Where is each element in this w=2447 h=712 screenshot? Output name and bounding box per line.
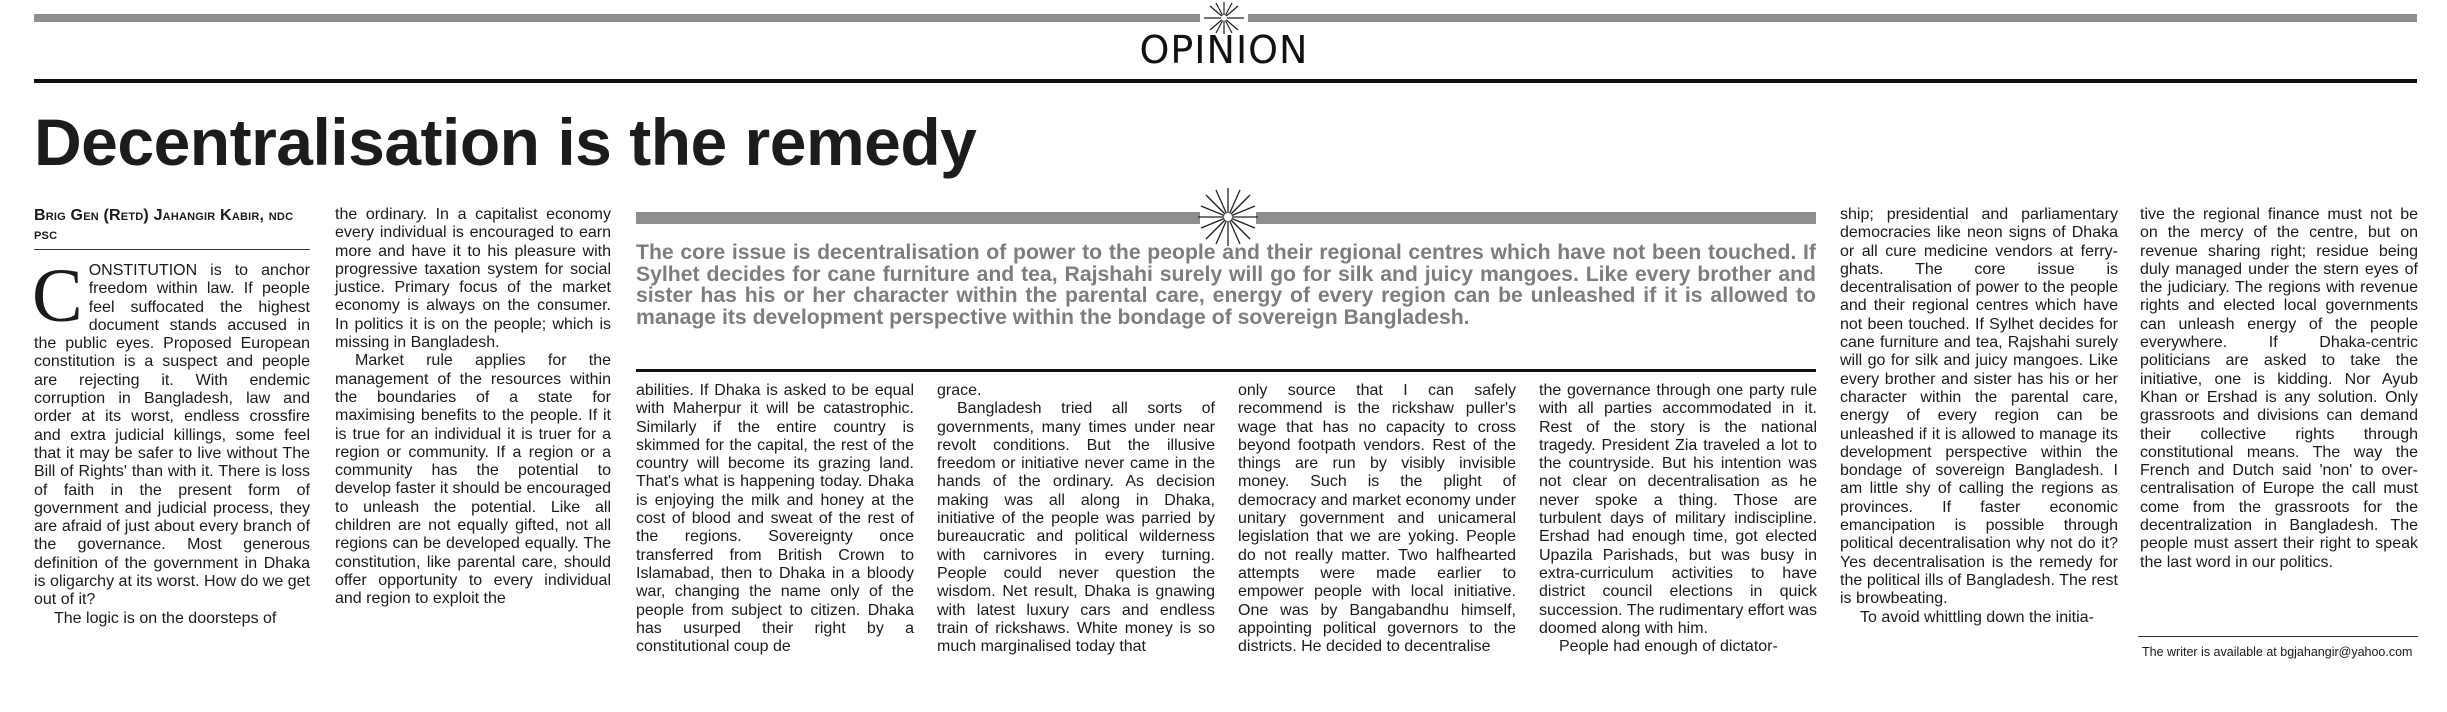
article-column-2 — [335, 206, 611, 609]
pull-quote: The core issue is decentralisation of power to the people and their regional centres which have not been touched. If Sylhet decides for cane furniture and tea, Rajshahi surely will go for silk and juicy mangoes. Like every brother and sister has his or her character within the parental care, energy of every region can be unleashed if it is allowed to manage its development perspective within the bondage of sovereign Bangladesh. — [636, 241, 1816, 329]
article-paragraph: Bangladesh tried all sorts of governments, many times under near revolt conditions. But the illusive freedom or initiative never came in the hands of the ordinary. As decision making was all along in Dhaka, initiative of the people was parried by bureaucratic and political wilderness with carnivores in every turning. People could never question the wisdom. Net result, Dhaka is gnawing with latest luxury cars and endless train of rickshaws. White money is so much marginalised today that — [937, 400, 1215, 656]
pull-quote-bottom-rule — [636, 369, 1816, 372]
article-paragraph: ship; presidential and parliamentary democracies like neon signs of Dhaka or all cure medicine vendors at ferry-ghats. The core issue is decentralisation of power to the people and their regional centres which have not been touched. If Sylhet decides for cane furniture and tea, Rajshahi surely will go for silk and juicy mangoes. Like every brother and sister has his or her character within the parental care, energy of every region can be unleashed if it is allowed to manage its development perspective within the bondage of sovereign Bangladesh. I am little shy of calling the regions as provinces. If faster economic emancipation is possible through political decentralisation why not do it? Yes decentralisation is the remedy for the political ills of Bangladesh. The rest is browbeating. — [1840, 206, 2118, 608]
article-paragraph: abilities. If Dhaka is asked to be equal with Maherpur it will be catastrophic. Similarly if the entire country is skimmed for the capital, the rest of the country will become its grazing land. That's what is happening today. Dhaka is enjoying the milk and honey at the cost of blood and sweat of the rest of the regions. Sovereignty once transferred from British Crown to Islamabad, then to Dhaka in a bloody war, changing the name only of the people from subject to citizen. Dhaka has usurped their right by a constitutional coup de — [636, 382, 914, 656]
article-paragraph: People had enough of dictator- — [1559, 638, 1778, 656]
article-column-7 — [1840, 206, 2118, 627]
article-column-4 — [937, 382, 1215, 656]
article-paragraph: tive the regional finance must not be on the mercy of the centre, but on revenue sharing right; residue being duly managed under the stern eyes of the judiciary. The regions with revenue rights and elected local governments can unleash energy of the people everywhere. If Dhaka-centric politicians are asked to take the initiative, one is kidding. Nor Ayub Khan or Ershad is any solution. Only grassroots and divisions can demand their collective rights through constitutional means. The way the French and Dutch said 'non' to over-centralisation of Europe the call must come from the grassroots for the decentralization in Bangladesh. The people must assert their right to speak the last word in our politics. — [2140, 206, 2418, 571]
writer-note-rule — [2138, 636, 2418, 637]
byline: Brig Gen (Retd) Jahangir Kabir, ndc psc — [34, 207, 294, 243]
article-paragraph: To avoid whittling down the initia- — [1860, 608, 2094, 626]
article-paragraph: Market rule applies for the management of the resources within the boundaries of a state for maximising benefits to the people. If it is true for an individual it is truer for a region or community. If a region or a community has the potential to develop faster it should be encouraged to unleash the potential. Like all children are not equally gifted, not all regions can be developed equally. The constitution, like parental care, should offer opportunity to every individual and region to exploit the — [335, 352, 611, 608]
byline-rule — [34, 249, 310, 250]
starburst-icon — [1196, 186, 1260, 248]
drop-cap: C — [32, 254, 83, 338]
article-column-1 — [32, 254, 310, 628]
article-column-6 — [1539, 382, 1817, 656]
article-paragraph: grace. — [937, 382, 982, 399]
writer-note: The writer is available at bgjahangir@yahoo.com — [2142, 645, 2413, 659]
masthead-bottom-rule — [34, 79, 2417, 83]
article-column-8 — [2140, 206, 2418, 572]
article-paragraph: CONSTITUTION is to anchor freedom within law. If people feel suffocated the highest document stands accused in the public eyes. Proposed European constitution is a suspect and people are rejecting it. With endemic corruption in Bangladesh, law and order at its worst, endless crossfire and extra judicial killings, some feel that it may be safer to live without The Bill of Rights' than with it. There is loss of faith in the present form of government and judicial process, they are afraid of just about every branch of the governance. Most generous definition of the government in Dhaka is oligarchy at its worst. How do we get out of it? — [32, 254, 310, 609]
article-column-3 — [636, 382, 914, 656]
article-paragraph: the governance through one party rule with all parties accommodated in it. Rest of the story is the national tragedy. President Zia traveled a lot to the countryside. But his intention was not clear on decentralisation as he never spoke a thing. Those are turbulent days of military indiscipline. Ershad had enough time, got elected Upazila Parishads, but was busy in extra-curriculum activities to have district council elections in quick succession. The rudimentary effort was doomed along with him. — [1539, 382, 1817, 637]
article-paragraph: The logic is on the doorsteps of — [54, 609, 277, 627]
article-paragraph: only source that I can safely recommend is the rickshaw puller's wage that has no capacity to cross beyond footpath vendors. Rest of the things are run by visibly invisible money. Such is the plight of democracy and market economy under unitary government and unicameral legislation that we are yoking. People do not really matter. Two halfhearted attempts were made earlier to empower people with local initiative. One was by Bangabandhu himself, appointing political governors to the districts. He decided to decentralise — [1238, 382, 1516, 656]
section-title: OPINION — [1139, 28, 1309, 72]
headline: Decentralisation is the remedy — [34, 105, 977, 179]
article-column-5 — [1238, 382, 1516, 656]
article-paragraph: the ordinary. In a capitalist economy every individual is encouraged to earn more and have it to his pleasure with progressive taxation system for social justice. Primary focus of the market economy is always on the consumer. In politics it is on the people; which is missing in Bangladesh. — [335, 206, 611, 352]
